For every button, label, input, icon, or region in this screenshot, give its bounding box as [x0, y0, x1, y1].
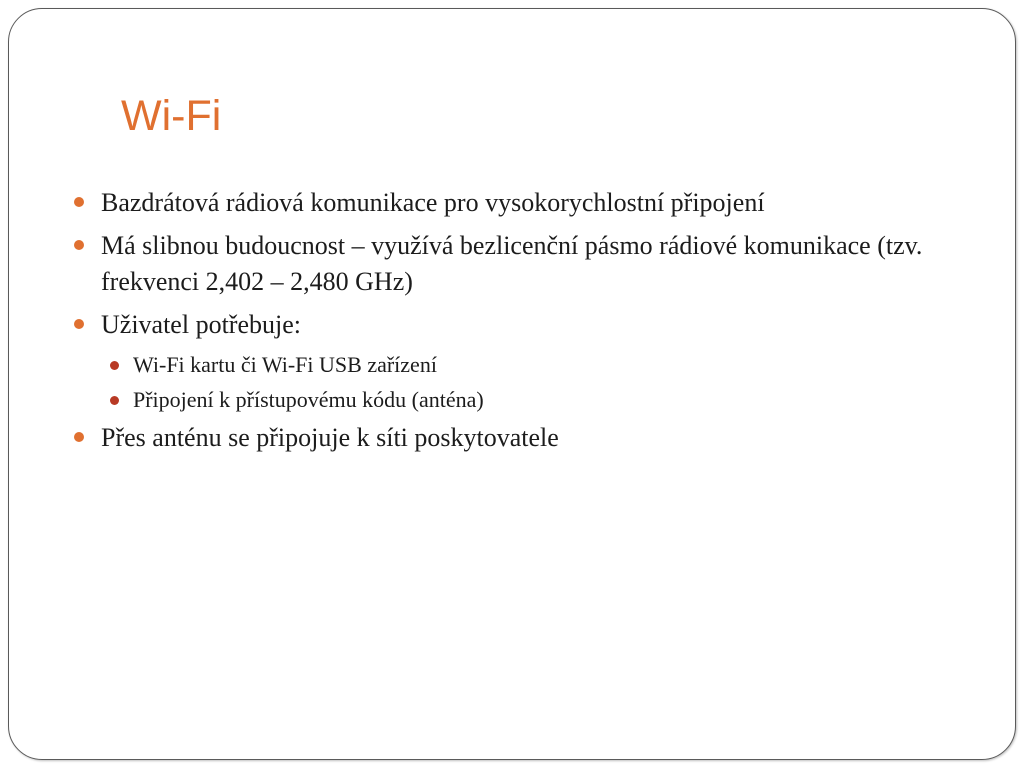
bullet-icon	[74, 240, 84, 250]
bullet-item	[71, 307, 971, 343]
slide-title: Wi-Fi	[121, 92, 222, 140]
bullet-text: Přes anténu se připojuje k síti poskytovatele	[101, 423, 559, 452]
bullet-item	[71, 185, 971, 221]
bullet-text: Má slibnou budoucnost – využívá bezlicenční pásmo rádiové komunikace (tzv. frekvenci 2,402 – 2,480 GHz)	[101, 231, 923, 296]
sub-bullet-item	[107, 350, 971, 380]
sub-bullet-icon	[110, 361, 119, 370]
bullet-text: Uživatel potřebuje:	[101, 310, 301, 339]
bullet-icon	[74, 197, 84, 207]
slide	[8, 8, 1016, 760]
bullet-item	[71, 420, 971, 456]
bullet-item	[71, 228, 971, 300]
sub-bullet-icon	[110, 396, 119, 405]
sub-bullet-item	[107, 385, 971, 415]
sub-bullet-text: Připojení k přístupovému kódu (anténa)	[133, 387, 484, 412]
bullet-icon	[74, 432, 84, 442]
bullet-list	[71, 185, 971, 463]
bullet-text: Bazdrátová rádiová komunikace pro vysokorychlostní připojení	[101, 188, 765, 217]
bullet-icon	[74, 319, 84, 329]
sub-bullet-text: Wi-Fi kartu či Wi-Fi USB zařízení	[133, 352, 437, 377]
